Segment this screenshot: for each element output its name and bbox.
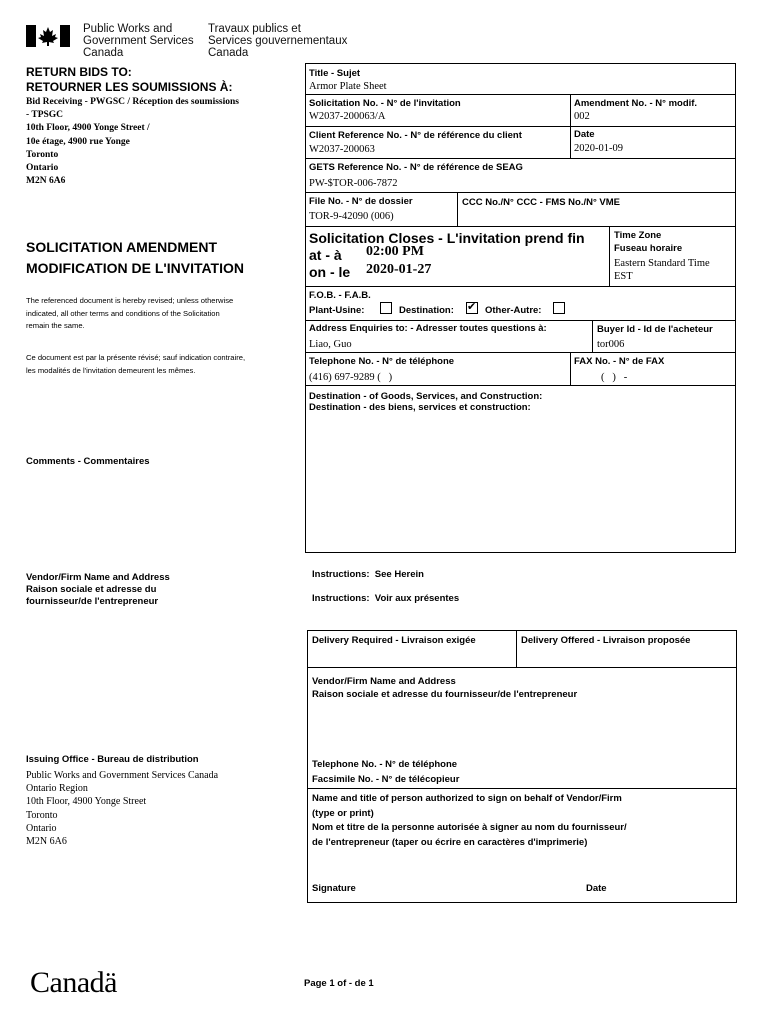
address-line: - TPSGC <box>26 110 64 121</box>
dept-en-line: Government Services <box>83 35 194 47</box>
vendor-facsimile-label: Facsimile No. - N° de télécopieur <box>312 774 460 785</box>
gets-reference-value: PW-$TOR-006-7872 <box>309 178 398 189</box>
signature-date-label: Date <box>586 883 607 894</box>
vendor-name-address-label <box>312 675 577 701</box>
gets-reference-label: GETS Reference No. - N° de référence de SEAG <box>309 162 523 173</box>
issuing-address-line: Ontario Region <box>26 783 88 795</box>
department-name-french <box>208 23 347 59</box>
dept-en-line: Public Works and <box>83 23 173 35</box>
authorized-line: Nom et titre de la personne autorisée à signer au nom du fournisseur/ <box>312 822 627 833</box>
address-line: 10e étage, 4900 rue Yonge <box>26 136 130 147</box>
closes-on-label: on - le <box>309 264 351 280</box>
issuing-address-line: Toronto <box>26 809 58 821</box>
vendor-name-line: Raison sociale et adresse du fournisseur/de l'entrepreneur <box>312 689 578 700</box>
authorized-line: de l'entrepreneur (taper ou écrire en caractères d'imprimerie) <box>312 836 588 848</box>
dept-fr-line: Services gouvernementaux <box>208 35 348 47</box>
solicitation-closes-label: Solicitation Closes - L'invitation prend fin <box>309 230 585 246</box>
signature-label: Signature <box>312 883 356 894</box>
page-number: Page 1 of - de 1 <box>304 978 374 989</box>
amendment-title-en: SOLICITATION AMENDMENT <box>26 239 218 255</box>
canada-wordmark: Canadä <box>30 966 117 999</box>
dept-en-line: Canada <box>83 47 124 59</box>
return-bids-title-en: RETURN BIDS TO: <box>26 65 132 79</box>
authorized-line: Name and title of person authorized to sign on behalf of Vendor/Firm <box>312 793 622 804</box>
delivery-offered-label: Delivery Offered - Livraison proposée <box>521 635 691 646</box>
ccc-number-label: CCC No./N° CCC - FMS No./N° VME <box>462 197 621 208</box>
fax-label: FAX No. - N° de FAX <box>574 356 665 367</box>
address-line: Bid Receiving - PWGSC / Réception des soumissions <box>26 97 239 107</box>
fax-value: ( ) - <box>601 372 628 383</box>
vendor-firm-label <box>26 572 170 608</box>
tz-label-line: Time Zone <box>614 230 662 241</box>
return-bids-address <box>26 96 239 188</box>
address-line: Ontario <box>26 163 59 174</box>
notice-line: remain the same. <box>26 321 85 330</box>
return-bids-title <box>26 65 232 95</box>
issuing-office-label: Issuing Office - Bureau de distribution <box>26 754 199 765</box>
notice-line: les modalités de l'invitation demeurent les mêmes. <box>26 365 196 375</box>
address-line: 10th Floor, 4900 Yonge Street / <box>26 123 150 134</box>
amendment-title <box>26 237 244 279</box>
checkmark-icon: ✔ <box>467 300 477 313</box>
notice-line: The referenced document is hereby revised; unless otherwise <box>26 296 234 305</box>
canada-flag-logo <box>26 25 70 47</box>
address-enquiries-value: Liao, Guo <box>309 339 352 350</box>
issuing-address-line: 10th Floor, 4900 Yonge Street <box>26 796 147 808</box>
time-zone-label <box>614 229 682 255</box>
comments-label: Comments - Commentaires <box>26 456 150 467</box>
issuing-address-line: M2N 6A6 <box>26 836 67 848</box>
address-line: Toronto <box>26 149 59 160</box>
date-label: Date <box>574 129 595 140</box>
solicitation-number-label: Solicitation No. - N° de l'invitation <box>309 98 461 109</box>
notice-english <box>26 295 233 333</box>
destination-goods-label <box>309 391 542 413</box>
time-zone-value <box>614 257 710 283</box>
destination-checkbox[interactable] <box>466 302 478 314</box>
destination-label: Destination: <box>399 305 454 316</box>
amendment-number-label: Amendment No. - N° modif. <box>574 98 698 109</box>
telephone-label: Telephone No. - N° de téléphone <box>309 356 455 367</box>
plant-usine-label: Plant-Usine: <box>309 305 365 316</box>
address-line: M2N 6A6 <box>26 176 66 187</box>
closes-at-label: at - à <box>309 247 342 263</box>
tz-value-line: EST <box>614 271 633 282</box>
delivery-required-label: Delivery Required - Livraison exigée <box>312 635 476 646</box>
instructions-english: Instructions: See Herein <box>312 569 424 580</box>
vendor-label-line: fournisseur/de l'entrepreneur <box>26 596 159 607</box>
dept-fr-line: Canada <box>208 47 249 59</box>
vendor-label-line: Vendor/Firm Name and Address <box>26 572 170 583</box>
buyer-id-label: Buyer Id - Id de l'acheteur <box>597 324 713 335</box>
destination-goods-line: Destination - des biens, services et construction: <box>309 402 531 413</box>
file-number-label: File No. - N° de dossier <box>309 196 413 207</box>
destination-goods-line: Destination - of Goods, Services, and Construction: <box>309 391 543 402</box>
file-number-value: TOR-9-42090 (006) <box>309 211 394 222</box>
notice-line: Ce document est par la présente révisé; sauf indication contraire, <box>26 353 246 362</box>
closes-date-value: 2020-01-27 <box>366 262 432 277</box>
amendment-title-fr: MODIFICATION DE L'INVITATION <box>26 260 244 276</box>
issuing-address-line: Public Works and Government Services Canada <box>26 770 219 781</box>
vendor-name-line: Vendor/Firm Name and Address <box>312 676 456 687</box>
other-autre-checkbox[interactable] <box>553 302 565 314</box>
vendor-telephone-label: Telephone No. - N° de téléphone <box>312 759 458 770</box>
dept-fr-line: Travaux publics et <box>208 23 301 35</box>
notice-french <box>26 352 245 377</box>
plant-usine-checkbox[interactable] <box>380 302 392 314</box>
return-bids-title-fr: RETOURNER LES SOUMISSIONS À: <box>26 80 233 94</box>
authorized-person-label <box>312 792 627 850</box>
amendment-number-value: 002 <box>574 111 590 122</box>
client-reference-value: W2037-200063 <box>309 144 375 155</box>
other-autre-label: Other-Autre: <box>485 305 542 316</box>
solicitation-number-value: W2037-200063/A <box>309 111 386 122</box>
notice-line: indicated, all other terms and conditions of the Solicitation <box>26 308 220 318</box>
tz-value-line: Eastern Standard Time <box>614 258 710 269</box>
instructions-french: Instructions: Voir aux présentes <box>312 593 460 604</box>
issuing-address-line: Ontario <box>26 822 57 834</box>
department-name-english <box>83 23 194 59</box>
title-value: Armor Plate Sheet <box>309 81 387 92</box>
title-label: Title - Sujet <box>309 68 361 79</box>
closes-time-value: 02:00 PM <box>366 244 424 259</box>
tz-label-line: Fuseau horaire <box>614 243 683 254</box>
vendor-label-line: Raison sociale et adresse du <box>26 584 157 595</box>
buyer-id-value: tor006 <box>597 339 625 350</box>
client-reference-label: Client Reference No. - N° de référence du client <box>309 130 522 141</box>
issuing-office-address <box>26 769 218 848</box>
authorized-line: (type or print) <box>312 807 374 819</box>
date-value: 2020-01-09 <box>574 143 623 154</box>
fob-label: F.O.B. - F.A.B. <box>309 290 371 301</box>
telephone-value: (416) 697-9289 ( ) <box>309 372 393 383</box>
address-enquiries-label: Address Enquiries to: - Adresser toutes questions à: <box>309 323 547 334</box>
